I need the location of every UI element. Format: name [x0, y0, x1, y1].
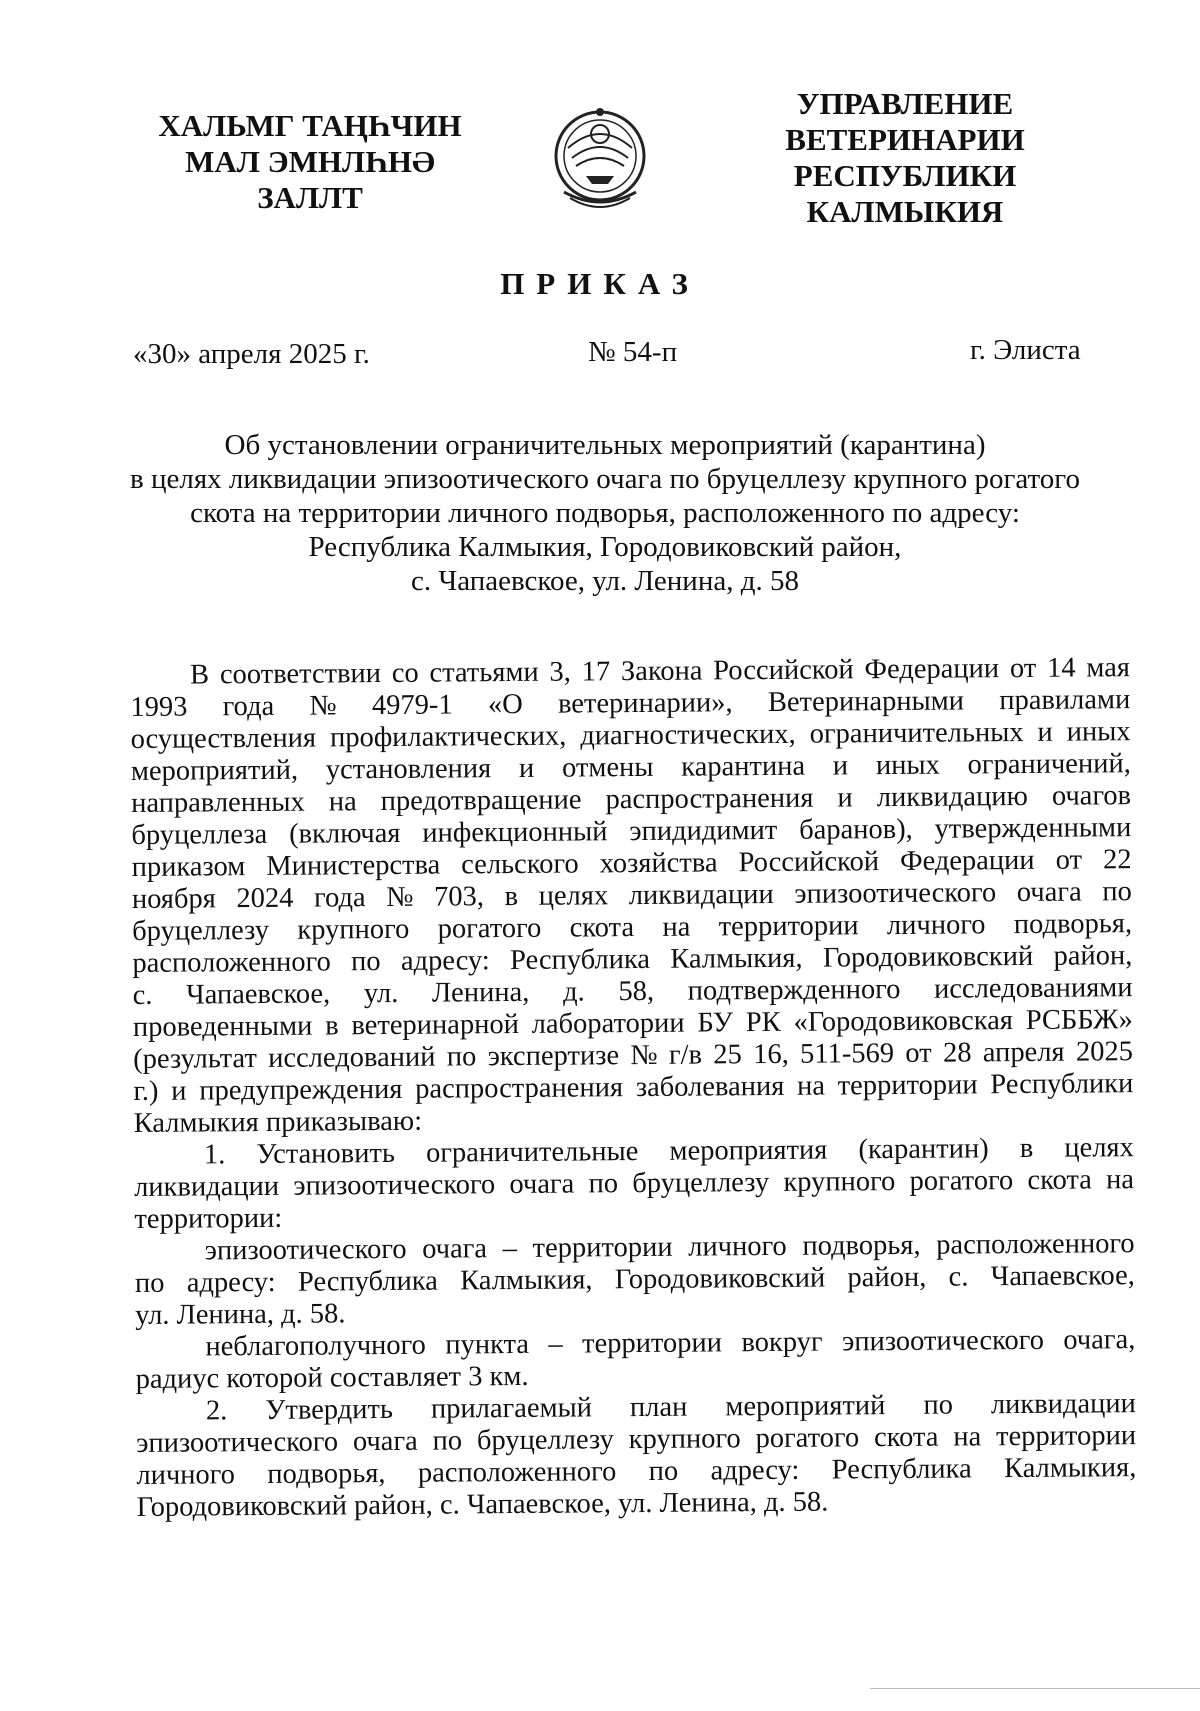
body-word: по	[588, 1168, 619, 1200]
body-word: года	[222, 690, 275, 723]
body-word: личного	[136, 1459, 236, 1491]
body-word: Ветеринарными	[767, 685, 965, 718]
paragraph-unfavorable-point	[135, 1324, 1135, 1396]
body-word: ограничительных	[809, 716, 1024, 750]
subject-line: с. Чапаевское, ул. Ленина, д. 58	[411, 565, 799, 597]
document-body	[130, 652, 1137, 1524]
body-word: д.	[562, 976, 585, 1008]
body-word: статьями	[429, 656, 539, 689]
document-date: «30» апреля 2025 г.	[133, 338, 370, 370]
body-word: целях	[1064, 1132, 1134, 1164]
body-word: 2.	[205, 1395, 228, 1427]
body-word: инфекционный	[422, 816, 608, 849]
body-word: территории	[837, 1069, 978, 1102]
body-word: крупного	[297, 913, 410, 946]
body-word: скота	[1027, 1164, 1092, 1196]
body-word: приказом	[131, 851, 246, 883]
document-subject	[110, 428, 1100, 598]
body-word: бруцеллезу	[632, 1166, 770, 1200]
body-word: Министерства	[266, 849, 441, 882]
document-title: ПРИКАЗ	[500, 266, 700, 301]
body-word: в	[325, 1010, 339, 1042]
body-line: Калмыкия приказываю:	[133, 1105, 423, 1139]
body-word: очага,	[1063, 1324, 1136, 1356]
body-word: Установить	[256, 1137, 396, 1171]
body-word: Федерации	[899, 844, 1035, 877]
body-word: Республика	[509, 943, 651, 977]
body-word: на	[662, 911, 691, 943]
body-word: подтвержденного	[687, 973, 901, 1007]
body-word: рогатого	[755, 1422, 860, 1455]
body-word: от	[1055, 844, 1083, 876]
body-word: –	[502, 1232, 518, 1265]
paragraph-item-2	[136, 1388, 1137, 1524]
body-word: утвержденными	[934, 812, 1132, 845]
body-word: Российской	[738, 846, 880, 879]
body-word: Городовиковский	[614, 1262, 826, 1296]
scan-divider	[870, 1688, 1200, 1689]
body-word: осуществления	[130, 722, 317, 755]
body-word: заболевания	[635, 1070, 785, 1104]
body-word: территории	[581, 1327, 723, 1360]
body-line: ул. Ленина, д. 58.	[135, 1298, 346, 1331]
body-word: 22	[1102, 844, 1132, 876]
body-word: РСББЖ»	[1025, 1004, 1133, 1036]
body-word: 511-569	[799, 1038, 895, 1070]
body-word: №	[309, 690, 337, 722]
header-right-org-name	[760, 86, 1050, 230]
body-word: Калмыкия,	[460, 1264, 593, 1297]
body-word: Республика	[831, 1453, 972, 1486]
body-word: вокруг	[741, 1326, 823, 1359]
body-word: Российской	[713, 654, 854, 687]
body-word: направленных	[131, 786, 305, 819]
body-word: и	[832, 750, 849, 782]
body-word: скота	[873, 1421, 939, 1454]
body-word: по	[648, 1455, 679, 1487]
body-word: «О	[487, 688, 523, 721]
body-word: по	[350, 946, 381, 978]
body-word: Федерации	[864, 653, 1000, 686]
body-word: ограничений,	[967, 748, 1131, 781]
body-word: лаборатории	[531, 1007, 685, 1040]
body-word: Калмыкия,	[670, 942, 803, 975]
body-word: и	[171, 1075, 187, 1107]
body-line: Городовиковский район, с. Чапаевское, ул. Ленина, д. 58.	[136, 1486, 829, 1523]
body-word: ветеринарии»,	[557, 687, 733, 720]
body-word: ликвидацию	[876, 780, 1028, 814]
body-word: «Городовиковская	[793, 1005, 1014, 1038]
body-word: мероприятий,	[130, 754, 299, 787]
body-word: район,	[1053, 940, 1133, 972]
body-word: РК	[745, 1006, 781, 1039]
body-word: адресу:	[400, 945, 490, 977]
body-word: –	[548, 1328, 563, 1360]
body-word: экспертизе	[487, 1040, 620, 1073]
document-city: г. Элиста	[970, 334, 1081, 366]
body-word: очага	[509, 1168, 575, 1201]
body-word: отмены	[561, 751, 654, 784]
header-right-line: ВЕТЕРИНАРИИ	[785, 122, 1025, 157]
body-word: распространения	[415, 1072, 624, 1105]
body-word: скота	[569, 912, 635, 944]
body-word: предотвращение	[380, 784, 582, 818]
body-word: Закона	[620, 655, 703, 688]
body-word: иных	[875, 749, 940, 782]
subject-line: Об установлении ограничительных мероприятий (карантина)	[224, 429, 986, 461]
body-word: в	[1019, 1132, 1034, 1165]
body-word: целях	[538, 880, 609, 912]
body-word: бруцеллеза	[131, 818, 268, 851]
body-word: 17	[581, 656, 611, 688]
body-word: эпизоотического	[204, 1233, 407, 1267]
body-word: исследованиями	[933, 972, 1133, 1005]
body-word: №	[386, 881, 414, 913]
body-word: адресу:	[710, 1454, 800, 1487]
body-word: Ленина,	[431, 976, 530, 1009]
body-word: 16,	[753, 1038, 789, 1071]
body-word: ул.	[363, 977, 399, 1010]
document-number: № 54-п	[588, 336, 678, 368]
body-word: ноября	[131, 883, 216, 915]
body-word: адресу:	[186, 1266, 276, 1299]
body-word: (результат	[133, 1043, 257, 1075]
body-word: по	[923, 1389, 954, 1421]
body-word: очага	[352, 1425, 418, 1458]
body-word: прилагаемый	[430, 1392, 593, 1425]
header-right-line: КАЛМЫКИЯ	[806, 194, 1004, 229]
kalmykia-emblem-icon	[548, 100, 652, 218]
body-word: по	[446, 1041, 477, 1073]
body-word: 58,	[618, 975, 655, 1008]
body-word: 3,	[549, 656, 571, 688]
body-word: с.	[132, 979, 153, 1011]
body-word: 25	[713, 1039, 742, 1071]
body-word: распространения	[605, 782, 814, 816]
header-right-line: РЕСПУБЛИКИ	[793, 158, 1017, 193]
body-word: 28	[942, 1037, 972, 1069]
body-word: Калмыкия,	[1003, 1452, 1137, 1485]
body-word: на	[796, 1070, 826, 1102]
body-line: территории:	[134, 1202, 283, 1235]
body-word: 2025	[1075, 1036, 1134, 1068]
header-left-line: МАЛ ЭМНЛҺНӘ	[185, 144, 435, 179]
body-word: соответствии	[219, 658, 382, 691]
body-word: баранов),	[799, 813, 913, 846]
body-word: Республики	[990, 1068, 1134, 1101]
body-word: карантина	[681, 750, 806, 783]
body-word: (включая	[289, 817, 401, 850]
body-word: по	[134, 1267, 165, 1299]
body-word: 2024	[236, 882, 294, 915]
body-word: расположенного	[936, 1228, 1135, 1261]
body-word: 1993	[130, 691, 188, 723]
paragraph-epizootic-focus	[135, 1228, 1136, 1332]
body-word: 1.	[203, 1139, 226, 1171]
header-left-line: ЗАЛЛТ	[257, 180, 363, 215]
body-word: иных	[1066, 716, 1131, 748]
body-word: №	[630, 1039, 658, 1072]
body-word: территории	[995, 1420, 1137, 1453]
body-word: от	[1009, 652, 1037, 685]
subject-line: в целях ликвидации эпизоотического очага по бруцеллезу крупного рогатого	[130, 463, 1080, 495]
body-word: бруцеллезу	[476, 1424, 614, 1457]
body-word: ветеринарной	[351, 1008, 520, 1042]
header-right-line: УПРАВЛЕНИЕ	[796, 86, 1014, 121]
subject-line: скота на территории личного подворья, расположенного по адресу:	[190, 497, 1020, 529]
body-word: территории	[532, 1231, 673, 1264]
body-word: мероприятия	[669, 1134, 828, 1167]
body-word: очага	[422, 1233, 488, 1265]
paragraph-item-1	[134, 1132, 1135, 1236]
body-word: по	[432, 1425, 463, 1457]
body-word: эпидидимит	[629, 814, 778, 848]
body-word: 703,	[433, 881, 485, 913]
body-word: территории	[718, 910, 859, 943]
body-word: эпизоотического	[293, 1169, 496, 1202]
body-word: с.	[948, 1261, 969, 1293]
body-word: пункта	[445, 1328, 530, 1361]
body-word: на	[953, 1421, 982, 1453]
body-word: эпизоотического	[841, 1324, 1045, 1358]
body-word: г.)	[133, 1075, 159, 1107]
body-word: предупреждения	[199, 1073, 403, 1107]
body-word: крупного	[628, 1423, 741, 1456]
body-word: личного	[688, 1230, 787, 1263]
body-word: профилактических,	[329, 720, 567, 754]
header-left-org-name	[140, 108, 480, 216]
body-word: рогатого	[909, 1165, 1014, 1197]
body-word: 4979-1	[371, 689, 453, 722]
body-word: со	[391, 657, 419, 689]
body-word: и	[837, 782, 853, 814]
body-word: по	[1102, 876, 1132, 908]
body-word: исследований	[268, 1041, 436, 1074]
body-word: и	[1037, 716, 1053, 748]
body-word: план	[629, 1391, 688, 1424]
body-word: БУ	[697, 1007, 734, 1039]
body-word: эпизоотического	[794, 877, 997, 910]
body-word: расположенного	[417, 1456, 617, 1489]
body-word: Республика	[297, 1265, 438, 1298]
body-word: (карантин)	[858, 1133, 989, 1166]
body-word: бруцеллезу	[132, 914, 270, 947]
body-word: хозяйства	[599, 847, 718, 880]
body-word: правилами	[999, 684, 1131, 717]
body-word: на	[1105, 1164, 1135, 1196]
body-line: радиус которой составляет 3 км.	[135, 1360, 529, 1395]
body-word: подворья,	[1013, 908, 1133, 941]
body-word: Чапаевское,	[186, 978, 331, 1011]
body-word: в	[504, 880, 519, 913]
subject-line: Республика Калмыкия, Городовиковский район,	[308, 531, 902, 563]
body-word: 14	[1046, 652, 1076, 684]
body-word: ликвидации	[990, 1388, 1136, 1421]
body-word: район,	[847, 1261, 927, 1294]
body-word: сельского	[461, 848, 579, 881]
header-left-line: ХАЛЬМГ ТАҢҺЧИН	[158, 108, 462, 143]
body-word: В	[189, 659, 210, 691]
body-word: расположенного	[132, 946, 331, 979]
paragraph-preamble	[130, 652, 1134, 1140]
body-word: ограничительные	[425, 1136, 639, 1169]
body-word: очагов	[1051, 780, 1132, 812]
body-word: диагностических,	[580, 718, 796, 752]
body-word: рогатого	[437, 912, 542, 945]
body-word: на	[328, 786, 357, 818]
body-word: очага	[1016, 876, 1082, 909]
body-word: Утвердить	[265, 1393, 394, 1426]
body-word: подворья,	[802, 1229, 921, 1262]
body-word: года	[313, 882, 366, 914]
body-word: крупного	[783, 1166, 896, 1198]
body-word: г/в	[668, 1039, 703, 1071]
body-word: неблагополучного	[205, 1329, 426, 1363]
body-word: апреля	[982, 1036, 1065, 1069]
body-word: эпизоотического	[136, 1426, 339, 1459]
body-word: ликвидации	[628, 878, 774, 912]
body-word: мероприятий	[725, 1390, 886, 1423]
body-word: Чапаевское,	[990, 1260, 1135, 1293]
body-word: подворья,	[267, 1458, 386, 1490]
body-word: проведенными	[132, 1010, 313, 1043]
body-word: Городовиковский	[822, 940, 1034, 974]
body-word: ликвидации	[134, 1170, 280, 1203]
body-word: установления	[325, 753, 492, 786]
body-word: от	[905, 1037, 932, 1069]
body-word: мая	[1086, 652, 1131, 684]
body-word: и	[518, 752, 535, 784]
body-word: личного	[886, 909, 986, 942]
